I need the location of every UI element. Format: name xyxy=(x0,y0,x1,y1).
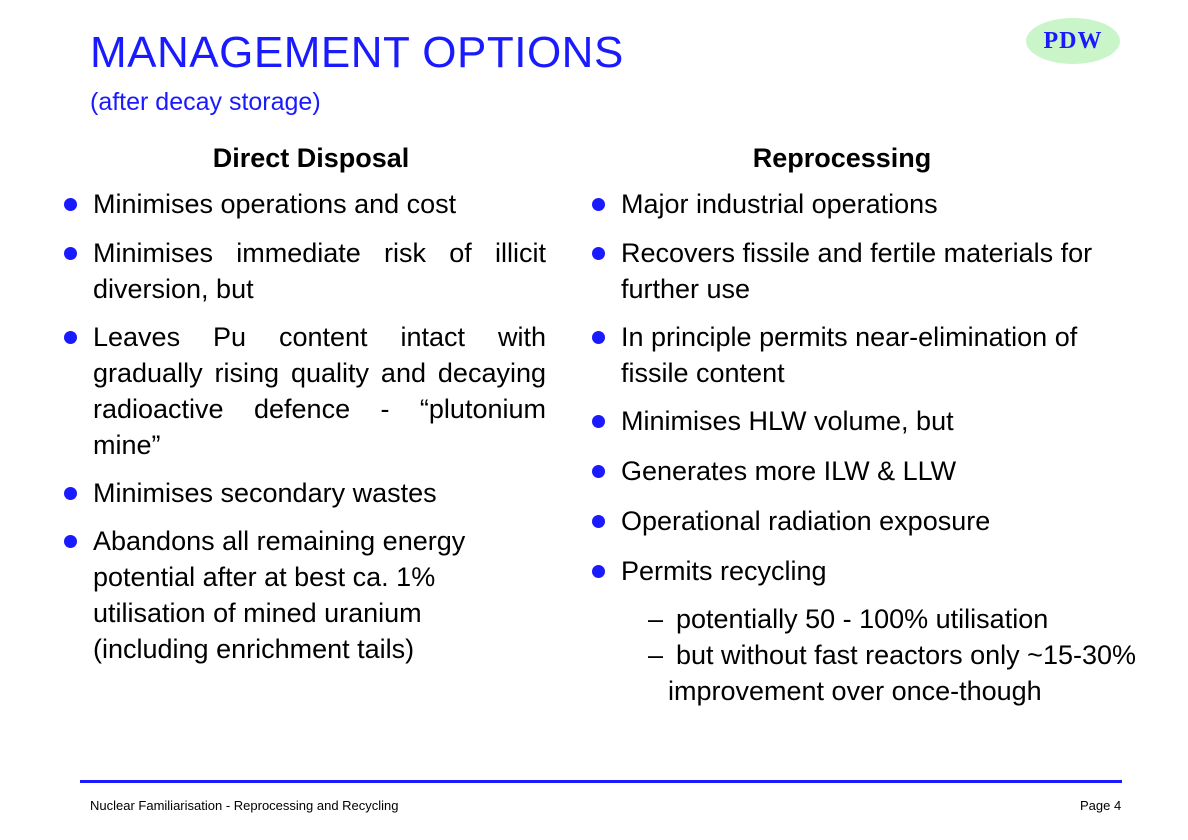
list-item xyxy=(64,475,546,511)
footer-title: Nuclear Familiarisation - Reprocessing and Recycling xyxy=(90,798,399,813)
list-item-text: Minimises operations and cost xyxy=(93,189,457,219)
list-item xyxy=(592,235,1142,307)
bullet-icon xyxy=(592,565,605,578)
pdw-badge xyxy=(1026,18,1120,64)
dash-marker: – xyxy=(648,640,664,670)
list-item xyxy=(592,186,1142,222)
list-item-text: Minimises immediate risk of illicit diversion, but xyxy=(93,238,546,304)
list-item xyxy=(64,186,546,222)
list-item-text: Recovers fissile and fertile materials for further use xyxy=(621,238,1093,304)
list-item-text: Abandons all remaining energy potential after at best ca. 1% utilisation of mined uranium (including enrichment tails) xyxy=(93,526,466,664)
page-number: Page 4 xyxy=(1080,798,1122,813)
list-item-text: Operational radiation exposure xyxy=(621,506,991,536)
bullet-icon xyxy=(64,331,77,344)
column-heading-direct-disposal: Direct Disposal xyxy=(212,143,410,173)
list-item xyxy=(592,453,1142,489)
bullet-icon xyxy=(64,247,77,260)
list-item xyxy=(64,319,546,463)
sub-list-item-text: potentially 50 - 100% utilisation xyxy=(676,604,1049,634)
list-item-text: In principle permits near-elimination of fissile content xyxy=(621,322,1078,388)
sub-list-item xyxy=(592,601,1142,637)
list-item xyxy=(592,553,1142,589)
list-item-text: Leaves Pu content intact with gradually rising quality and decaying radioactive defence - “plutonium mine” xyxy=(93,322,546,460)
column-heading-reprocessing: Reprocessing xyxy=(752,143,932,173)
bullet-icon xyxy=(592,465,605,478)
bullet-icon xyxy=(64,487,77,500)
bullet-icon xyxy=(592,247,605,260)
bullet-icon xyxy=(592,415,605,428)
bullet-icon xyxy=(592,515,605,528)
reprocessing-column xyxy=(592,140,1142,709)
list-item xyxy=(592,403,1142,439)
list-item xyxy=(64,235,546,307)
direct-disposal-column xyxy=(64,140,546,681)
sub-list-item xyxy=(592,637,1150,709)
list-item-text: Major industrial operations xyxy=(621,189,938,219)
slide-subtitle: (after decay storage) xyxy=(90,88,321,116)
badge-label: PDW xyxy=(1043,27,1103,54)
list-item-text: Permits recycling xyxy=(621,556,827,586)
list-item-text: Minimises secondary wastes xyxy=(93,478,437,508)
footer-divider xyxy=(80,780,1122,783)
bullet-icon xyxy=(592,331,605,344)
sub-list-item-text: but without fast reactors only ~15-30% improvement over once-though xyxy=(668,640,1137,706)
bullet-icon xyxy=(64,535,77,548)
list-item-text: Minimises HLW volume, but xyxy=(621,406,954,436)
list-item xyxy=(64,523,546,667)
dash-marker: – xyxy=(648,604,664,634)
slide-title: MANAGEMENT OPTIONS xyxy=(90,28,624,77)
list-item-text: Generates more ILW & LLW xyxy=(621,456,957,486)
list-item xyxy=(592,503,1142,539)
bullet-icon xyxy=(64,198,77,211)
bullet-icon xyxy=(592,198,605,211)
list-item xyxy=(592,319,1142,391)
